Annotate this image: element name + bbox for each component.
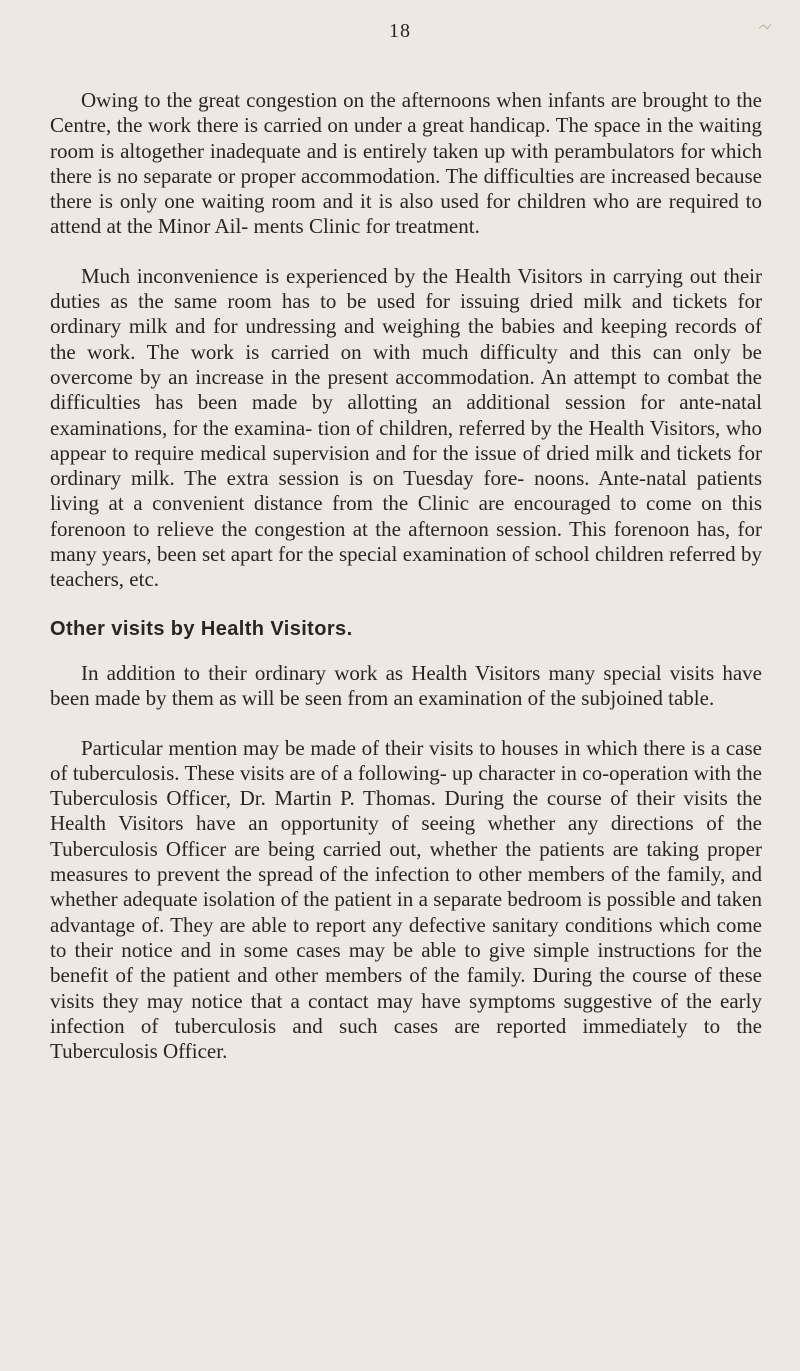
paragraph-inconvenience: Much inconvenience is experienced by the Health Visitors in carrying out their duties as the same room has to be used for issuing dried milk and tickets for ordinary milk and for undressing and weighing the babies and keeping records of the work. The work is carried on with much difficulty and this can only be overcome by an increase in the present accommodation. An attempt to combat the difficulties has been made by allotting an additional session for ante-natal examinations, for the examina- tion of children, referred by the Health Visitors, who appear to require medical supervision and for the issue of dried milk and tickets for ordinary milk. The extra session is on Tuesday fore- noons. Ante-natal patients living at a convenient distance from the Clinic are encouraged to come on this forenoon to relieve the congestion at the afternoon session. This forenoon has, for many years, been set apart for the special examination of school children referred by teachers, etc. xyxy=(50,263,762,592)
paragraph-special-visits: In addition to their ordinary work as Health Visitors many special visits have been made by them as will be seen from an examination of the subjoined table. xyxy=(50,660,762,711)
ink-smudge-icon xyxy=(758,22,772,32)
paragraph-congestion: Owing to the great congestion on the afternoons when infants are brought to the Centre, the work there is carried on under a great handicap. The space in the waiting room is altogether inadequate and is entirely taken up with perambulators for which there is no separate or proper accommodation. The difficulties are increased because there is only one waiting room and it is also used for children who are required to attend at the Minor Ail- ments Clinic for treatment. xyxy=(50,88,762,239)
section-heading: Other visits by Health Visitors. xyxy=(50,617,353,640)
paragraph-tuberculosis-visits: Particular mention may be made of their visits to houses in which there is a case of tuberculosis. These visits are of a following- up character in co-operation with the Tuberculosis Officer, Dr. Martin P. Thomas. During the course of their visits the Health Visitors have an opportunity of seeing whether any directions of the Tuberculosis Officer are being carried out, whether the patients are taking proper measures to prevent the spread of the infection to other members of the family, and whether adequate isolation of the patient in a separate bedroom is possible and taken advantage of. They are able to report any defective sanitary conditions which come to their notice and in some cases may be able to give simple instructions for the benefit of the patient and other members of the family. During the course of these visits they may notice that a contact may have symptoms suggestive of the early infection of tuberculosis and such cases are reported immediately to the Tuberculosis Officer. xyxy=(50,735,762,1064)
body-text xyxy=(50,88,762,1088)
page-number: 18 xyxy=(389,20,411,42)
